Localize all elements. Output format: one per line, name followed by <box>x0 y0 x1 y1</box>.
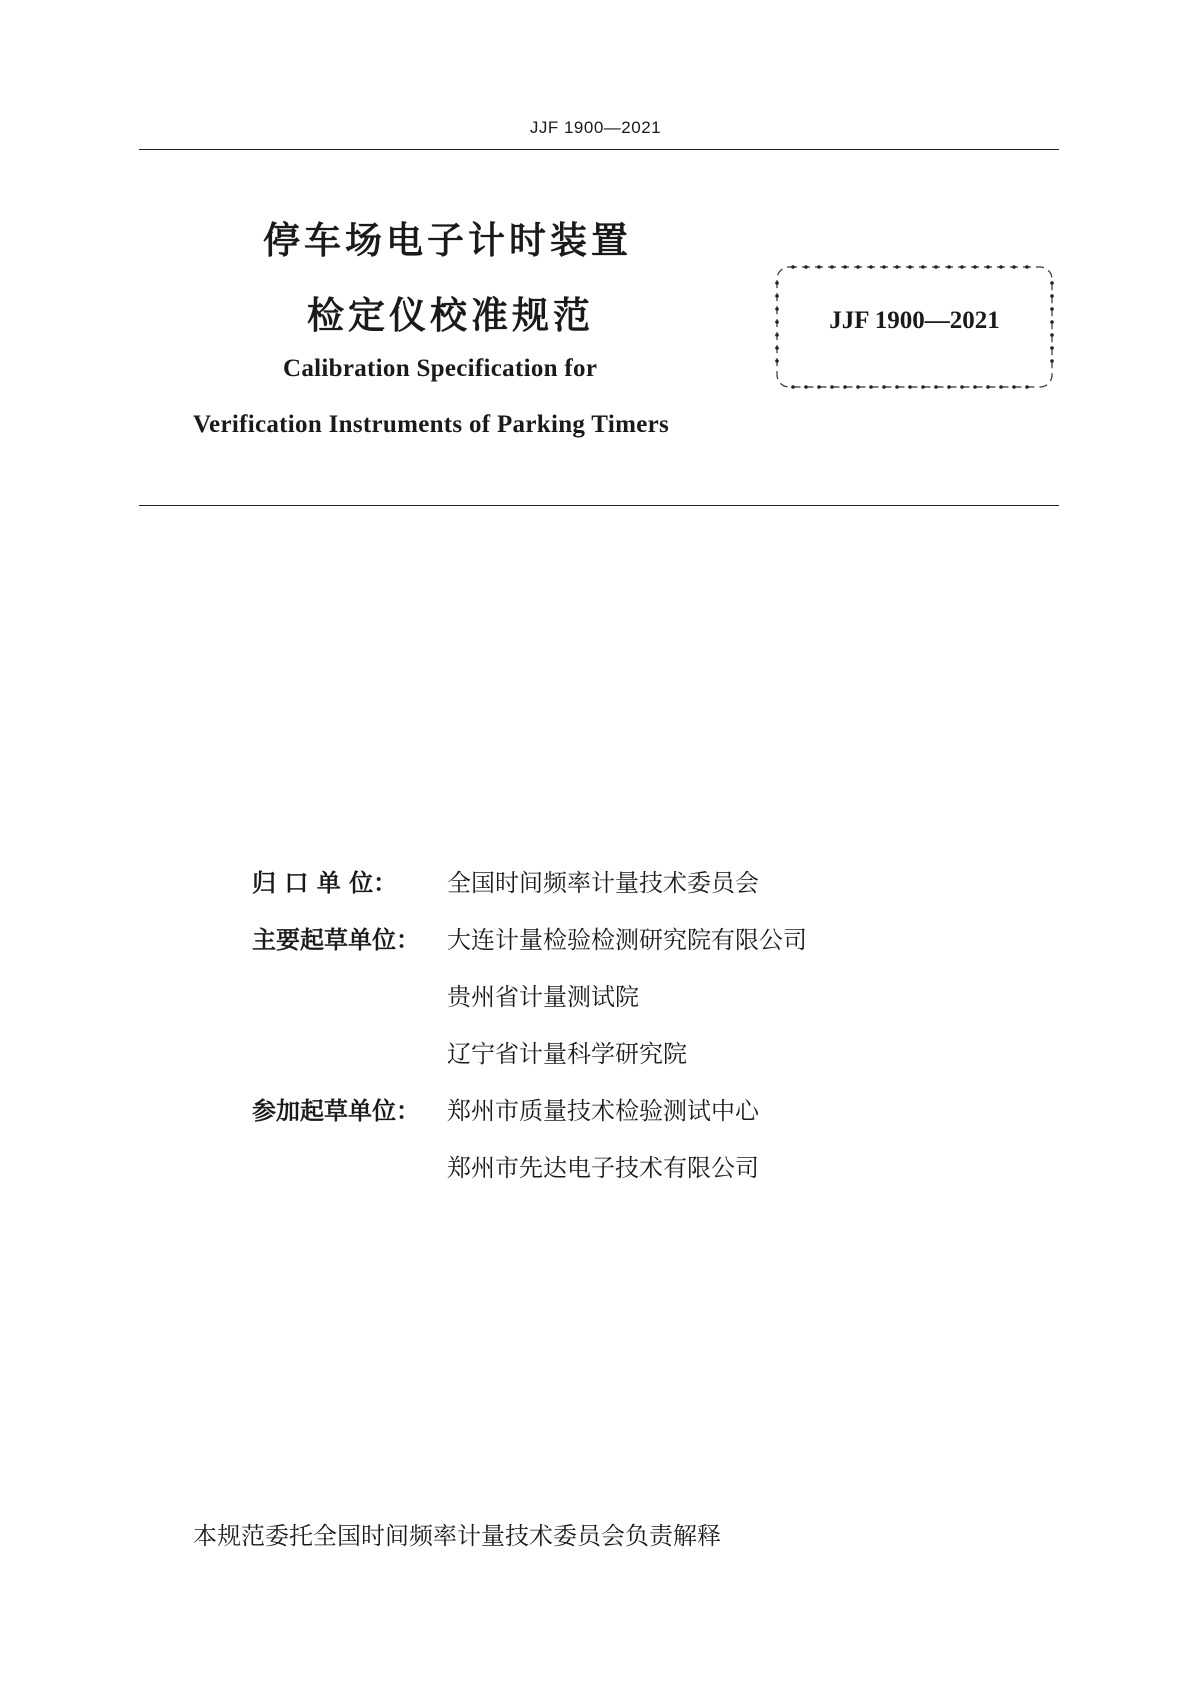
participating-drafting-unit: 郑州市先达电子技术有限公司 <box>447 1154 759 1182</box>
border-ornament-dot <box>804 385 808 389</box>
responsible-unit-row <box>252 863 759 898</box>
border-ornament-dot <box>986 265 990 269</box>
responsible-unit: 全国时间频率计量技术委员会 <box>447 869 759 897</box>
title-english-line1: Calibration Specification for <box>283 355 598 382</box>
main-drafting-row <box>252 1034 687 1069</box>
main-drafting-label: 主要起草单位： <box>252 926 420 954</box>
border-ornament-dot <box>830 265 834 269</box>
border-ornament-dot <box>895 265 899 269</box>
border-ornament-dot <box>947 385 951 389</box>
border-ornament-dot <box>947 265 951 269</box>
border-ornament-dot <box>986 385 990 389</box>
border-ornament-dot <box>1050 346 1054 350</box>
title-chinese-line1: 停车场电子计时装置 <box>263 219 632 262</box>
participating-drafting-row <box>252 1091 759 1126</box>
border-ornament-dot <box>973 265 977 269</box>
border-ornament-dot <box>817 385 821 389</box>
border-ornament-dot <box>817 265 821 269</box>
border-ornament-dot <box>830 385 834 389</box>
border-ornament-dot <box>1025 385 1029 389</box>
border-ornament-dot <box>1012 265 1016 269</box>
border-ornament-dot <box>1025 265 1029 269</box>
bottom-rule <box>139 505 1059 506</box>
border-ornament-dot <box>775 294 779 298</box>
border-ornament-dot <box>856 265 860 269</box>
border-ornament-dot <box>843 385 847 389</box>
border-ornament-dot <box>934 265 938 269</box>
participating-drafting-unit: 郑州市质量技术检验测试中心 <box>447 1097 759 1125</box>
border-ornament-dot <box>869 385 873 389</box>
border-ornament-dot <box>921 385 925 389</box>
border-ornament-dot <box>934 385 938 389</box>
border-ornament-dot <box>999 265 1003 269</box>
main-drafting-row <box>252 920 807 955</box>
border-ornament-dot <box>882 385 886 389</box>
header-standard-code: JJF 1900—2021 <box>529 118 662 137</box>
border-ornament-dot <box>869 265 873 269</box>
title-english-line2: Verification Instruments of Parking Timers <box>193 411 670 438</box>
border-ornament-dot <box>791 265 795 269</box>
participating-drafting-row <box>252 1148 759 1183</box>
border-ornament-dot <box>921 265 925 269</box>
participating-drafting-label: 参加起草单位： <box>252 1097 420 1125</box>
top-rule <box>139 149 1059 150</box>
standard-code-box <box>773 263 1056 391</box>
border-ornament-dot <box>882 265 886 269</box>
title-chinese-line2: 检定仪校准规范 <box>307 294 594 337</box>
interpretation-note: 本规范委托全国时间频率计量技术委员会负责解释 <box>193 1522 721 1550</box>
border-ornament-dot <box>960 385 964 389</box>
border-ornament-dot <box>1050 294 1054 298</box>
border-ornament-dot <box>775 359 779 363</box>
border-ornament-dot <box>843 265 847 269</box>
border-ornament-dot <box>960 265 964 269</box>
border-ornament-dot <box>895 385 899 389</box>
border-ornament-dot <box>1012 385 1016 389</box>
main-drafting-unit: 大连计量检验检测研究院有限公司 <box>447 926 807 954</box>
border-ornament-dot <box>908 265 912 269</box>
main-drafting-unit: 贵州省计量测试院 <box>447 983 639 1011</box>
main-drafting-row <box>252 977 639 1012</box>
border-ornament-dot <box>791 385 795 389</box>
main-drafting-unit: 辽宁省计量科学研究院 <box>447 1040 687 1068</box>
border-ornament-dot <box>804 265 808 269</box>
standard-code: JJF 1900—2021 <box>829 307 1000 334</box>
responsible-unit-label: 归 口 单 位： <box>252 869 398 897</box>
border-ornament-dot <box>1050 281 1054 285</box>
border-ornament-dot <box>973 385 977 389</box>
border-ornament-dot <box>775 281 779 285</box>
border-ornament-dot <box>775 346 779 350</box>
border-ornament-dot <box>856 385 860 389</box>
border-ornament-dot <box>999 385 1003 389</box>
border-ornament-dot <box>908 385 912 389</box>
border-ornament-dot <box>1050 359 1054 363</box>
